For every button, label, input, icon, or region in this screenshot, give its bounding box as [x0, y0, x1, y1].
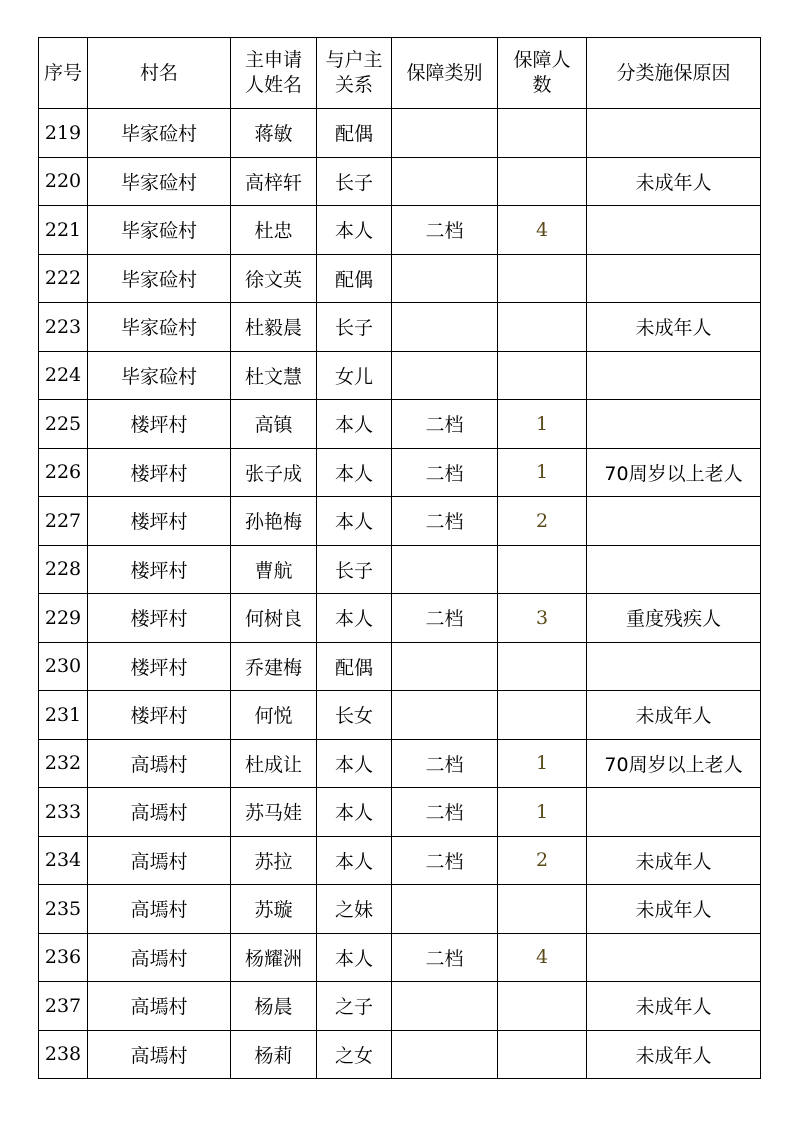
cell-index: 228 — [39, 545, 88, 594]
cell-index: 224 — [39, 351, 88, 400]
cell-reason — [587, 933, 761, 982]
table-body — [39, 109, 761, 1079]
cell-count: 2 — [498, 497, 587, 546]
cell-count — [498, 642, 587, 691]
cell-count — [498, 691, 587, 740]
table-row — [39, 788, 761, 837]
table-row — [39, 885, 761, 934]
cell-index: 229 — [39, 594, 88, 643]
cell-index: 235 — [39, 885, 88, 934]
cell-relation: 本人 — [317, 400, 392, 449]
header-reason: 分类施保原因 — [587, 38, 761, 109]
table-row — [39, 497, 761, 546]
cell-count: 1 — [498, 400, 587, 449]
cell-relation: 配偶 — [317, 109, 392, 158]
cell-reason: 70周岁以上老人 — [587, 448, 761, 497]
cell-village: 高墕村 — [88, 933, 231, 982]
cell-category — [392, 885, 498, 934]
table-row — [39, 691, 761, 740]
cell-village: 毕家硷村 — [88, 109, 231, 158]
cell-relation: 本人 — [317, 594, 392, 643]
cell-name: 高梓轩 — [231, 157, 317, 206]
cell-reason — [587, 109, 761, 158]
header-applicant — [231, 38, 317, 109]
table-row — [39, 933, 761, 982]
table-row — [39, 254, 761, 303]
cell-village: 高墕村 — [88, 1030, 231, 1079]
cell-name: 徐文英 — [231, 254, 317, 303]
cell-index: 223 — [39, 303, 88, 352]
header-index: 序号 — [39, 38, 88, 109]
table-row — [39, 982, 761, 1031]
cell-reason — [587, 254, 761, 303]
cell-relation: 配偶 — [317, 254, 392, 303]
cell-name: 乔建梅 — [231, 642, 317, 691]
cell-name: 杨耀洲 — [231, 933, 317, 982]
cell-category: 二档 — [392, 594, 498, 643]
table-row — [39, 836, 761, 885]
cell-category — [392, 157, 498, 206]
cell-count: 1 — [498, 448, 587, 497]
cell-reason: 未成年人 — [587, 836, 761, 885]
header-relation-line2: 关系 — [334, 74, 373, 96]
cell-category — [392, 303, 498, 352]
cell-village: 毕家硷村 — [88, 351, 231, 400]
table-row — [39, 642, 761, 691]
cell-index: 236 — [39, 933, 88, 982]
cell-count — [498, 303, 587, 352]
header-count-line2: 数 — [532, 74, 552, 96]
cell-relation: 配偶 — [317, 642, 392, 691]
cell-village: 高墕村 — [88, 739, 231, 788]
cell-category — [392, 545, 498, 594]
cell-reason — [587, 400, 761, 449]
cell-village: 楼坪村 — [88, 642, 231, 691]
cell-index: 222 — [39, 254, 88, 303]
cell-category — [392, 982, 498, 1031]
cell-village: 毕家硷村 — [88, 206, 231, 255]
cell-category — [392, 254, 498, 303]
cell-name: 杜忠 — [231, 206, 317, 255]
cell-count: 1 — [498, 788, 587, 837]
cell-count — [498, 885, 587, 934]
cell-count — [498, 254, 587, 303]
cell-relation: 长子 — [317, 157, 392, 206]
cell-name: 曹航 — [231, 545, 317, 594]
cell-reason: 未成年人 — [587, 982, 761, 1031]
cell-village: 高墕村 — [88, 885, 231, 934]
cell-count: 4 — [498, 933, 587, 982]
cell-index: 238 — [39, 1030, 88, 1079]
cell-category: 二档 — [392, 400, 498, 449]
cell-name: 张子成 — [231, 448, 317, 497]
table-row — [39, 400, 761, 449]
table-row — [39, 157, 761, 206]
cell-reason: 未成年人 — [587, 885, 761, 934]
cell-reason: 未成年人 — [587, 1030, 761, 1079]
cell-index: 233 — [39, 788, 88, 837]
cell-village: 高墕村 — [88, 836, 231, 885]
cell-name: 杜文慧 — [231, 351, 317, 400]
cell-category — [392, 351, 498, 400]
cell-name: 杨莉 — [231, 1030, 317, 1079]
header-category: 保障类别 — [392, 38, 498, 109]
table-row — [39, 206, 761, 255]
cell-category: 二档 — [392, 788, 498, 837]
cell-count — [498, 109, 587, 158]
cell-count — [498, 982, 587, 1031]
cell-index: 230 — [39, 642, 88, 691]
cell-relation: 长女 — [317, 691, 392, 740]
cell-category: 二档 — [392, 836, 498, 885]
cell-reason: 70周岁以上老人 — [587, 739, 761, 788]
header-applicant-line1: 主申请 — [244, 49, 302, 71]
cell-count: 3 — [498, 594, 587, 643]
header-row — [39, 38, 761, 109]
cell-count — [498, 351, 587, 400]
cell-relation: 本人 — [317, 448, 392, 497]
header-count-line1: 保障人 — [513, 49, 571, 71]
cell-category: 二档 — [392, 933, 498, 982]
cell-village: 楼坪村 — [88, 691, 231, 740]
cell-name: 杨晨 — [231, 982, 317, 1031]
cell-relation: 之妹 — [317, 885, 392, 934]
cell-reason — [587, 351, 761, 400]
cell-relation: 之子 — [317, 982, 392, 1031]
cell-reason: 未成年人 — [587, 691, 761, 740]
cell-index: 237 — [39, 982, 88, 1031]
cell-count: 2 — [498, 836, 587, 885]
cell-relation: 女儿 — [317, 351, 392, 400]
cell-category: 二档 — [392, 497, 498, 546]
cell-relation: 本人 — [317, 933, 392, 982]
cell-village: 楼坪村 — [88, 545, 231, 594]
cell-count — [498, 1030, 587, 1079]
cell-village: 楼坪村 — [88, 448, 231, 497]
cell-category: 二档 — [392, 448, 498, 497]
cell-relation: 之女 — [317, 1030, 392, 1079]
table-row — [39, 351, 761, 400]
cell-index: 227 — [39, 497, 88, 546]
table-row — [39, 545, 761, 594]
cell-category: 二档 — [392, 739, 498, 788]
cell-village: 高墕村 — [88, 982, 231, 1031]
cell-reason — [587, 206, 761, 255]
table-row — [39, 1030, 761, 1079]
table-row — [39, 109, 761, 158]
cell-village: 毕家硷村 — [88, 254, 231, 303]
table-row — [39, 448, 761, 497]
cell-reason — [587, 545, 761, 594]
cell-reason: 未成年人 — [587, 303, 761, 352]
cell-index: 231 — [39, 691, 88, 740]
cell-reason: 未成年人 — [587, 157, 761, 206]
cell-index: 221 — [39, 206, 88, 255]
cell-name: 苏璇 — [231, 885, 317, 934]
cell-name: 蒋敏 — [231, 109, 317, 158]
cell-name: 苏马娃 — [231, 788, 317, 837]
cell-relation: 本人 — [317, 739, 392, 788]
table-row — [39, 739, 761, 788]
cell-category: 二档 — [392, 206, 498, 255]
table-header — [39, 38, 761, 109]
cell-village: 楼坪村 — [88, 497, 231, 546]
cell-name: 孙艳梅 — [231, 497, 317, 546]
cell-village: 毕家硷村 — [88, 157, 231, 206]
cell-count — [498, 545, 587, 594]
cell-relation: 长子 — [317, 545, 392, 594]
cell-index: 234 — [39, 836, 88, 885]
table-row — [39, 303, 761, 352]
header-applicant-line2: 人姓名 — [244, 74, 302, 96]
header-relation-line1: 与户主 — [325, 49, 383, 71]
assistance-roster-table — [38, 37, 761, 1079]
cell-name: 何树良 — [231, 594, 317, 643]
cell-name: 杜成让 — [231, 739, 317, 788]
header-relation — [317, 38, 392, 109]
cell-index: 219 — [39, 109, 88, 158]
cell-index: 232 — [39, 739, 88, 788]
cell-index: 220 — [39, 157, 88, 206]
cell-relation: 本人 — [317, 836, 392, 885]
cell-relation: 本人 — [317, 788, 392, 837]
cell-relation: 本人 — [317, 206, 392, 255]
cell-reason — [587, 497, 761, 546]
cell-name: 杜毅晨 — [231, 303, 317, 352]
cell-category — [392, 109, 498, 158]
cell-village: 楼坪村 — [88, 400, 231, 449]
cell-village: 楼坪村 — [88, 594, 231, 643]
cell-relation: 长子 — [317, 303, 392, 352]
cell-category — [392, 691, 498, 740]
table-row — [39, 594, 761, 643]
cell-index: 225 — [39, 400, 88, 449]
cell-village: 高墕村 — [88, 788, 231, 837]
cell-reason — [587, 642, 761, 691]
cell-name: 苏拉 — [231, 836, 317, 885]
cell-reason: 重度残疾人 — [587, 594, 761, 643]
cell-name: 何悦 — [231, 691, 317, 740]
cell-name: 高镇 — [231, 400, 317, 449]
cell-count: 1 — [498, 739, 587, 788]
cell-village: 毕家硷村 — [88, 303, 231, 352]
header-village: 村名 — [88, 38, 231, 109]
cell-category — [392, 1030, 498, 1079]
cell-category — [392, 642, 498, 691]
cell-reason — [587, 788, 761, 837]
cell-count: 4 — [498, 206, 587, 255]
cell-index: 226 — [39, 448, 88, 497]
cell-count — [498, 157, 587, 206]
header-count — [498, 38, 587, 109]
cell-relation: 本人 — [317, 497, 392, 546]
